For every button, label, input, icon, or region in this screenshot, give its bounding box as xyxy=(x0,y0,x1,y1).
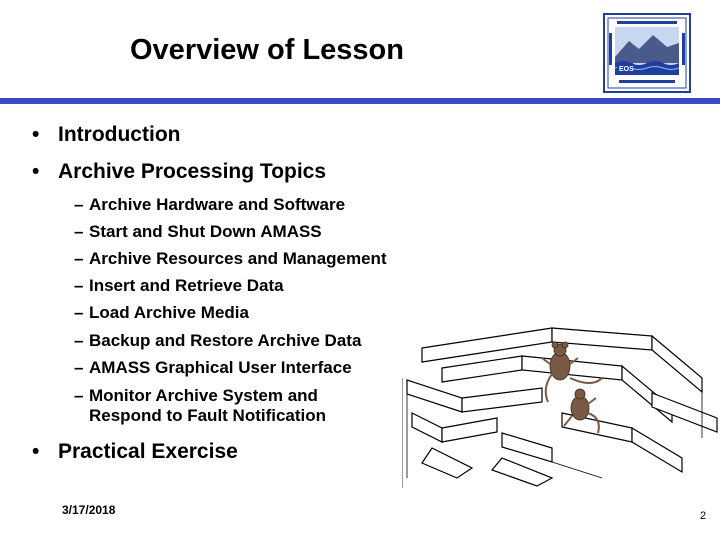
bullet-item xyxy=(32,440,238,464)
sub-bullet-marker: – xyxy=(74,386,84,405)
sub-bullet-item xyxy=(74,303,249,323)
sub-bullet-line: Respond to Fault Notification xyxy=(89,406,327,425)
bullet-text: Introduction xyxy=(58,123,181,146)
sub-bullet-marker: – xyxy=(74,331,84,350)
bullet-item xyxy=(32,160,326,184)
sub-bullet-item xyxy=(74,358,352,378)
sub-bullet-text: AMASS Graphical User Interface xyxy=(89,358,352,377)
slide-title: Overview of Lesson xyxy=(130,34,404,66)
sub-bullet-marker: – xyxy=(74,249,84,268)
sub-bullet-text xyxy=(89,386,326,426)
title-divider xyxy=(0,98,720,104)
sub-bullet-item xyxy=(74,249,387,269)
page-number: 2 xyxy=(700,510,707,522)
sub-bullet-text: Start and Shut Down AMASS xyxy=(89,222,322,241)
maze-with-mouse-icon xyxy=(402,318,720,488)
bullet-marker: • xyxy=(32,440,40,463)
sub-bullet-item xyxy=(74,222,322,242)
bullet-item xyxy=(32,123,180,147)
sub-bullet-text: Insert and Retrieve Data xyxy=(89,276,284,295)
bullet-marker: • xyxy=(32,123,40,146)
sub-bullet-item xyxy=(74,276,284,296)
sub-bullet-text: Archive Hardware and Software xyxy=(89,195,346,214)
bullet-marker: • xyxy=(32,160,40,183)
sub-bullet-line: Monitor Archive System and xyxy=(89,386,318,405)
sub-bullet-marker: – xyxy=(74,276,84,295)
slide-date: 3/17/2018 xyxy=(62,503,116,517)
sub-bullet-text: Load Archive Media xyxy=(89,303,249,322)
bullet-text: Archive Processing Topics xyxy=(58,160,327,183)
eos-logo-icon xyxy=(603,13,691,93)
sub-bullet-item xyxy=(74,195,345,215)
sub-bullet-marker: – xyxy=(74,195,84,214)
bullet-text: Practical Exercise xyxy=(58,440,238,463)
sub-bullet-item xyxy=(74,331,361,351)
sub-bullet-marker: – xyxy=(74,222,84,241)
logo-text: EOS xyxy=(619,66,634,73)
sub-bullet-marker: – xyxy=(74,358,84,377)
sub-bullet-marker: – xyxy=(74,303,84,322)
sub-bullet-text: Archive Resources and Management xyxy=(89,249,387,268)
sub-bullet-text: Backup and Restore Archive Data xyxy=(89,331,362,350)
sub-bullet-item xyxy=(74,386,326,426)
